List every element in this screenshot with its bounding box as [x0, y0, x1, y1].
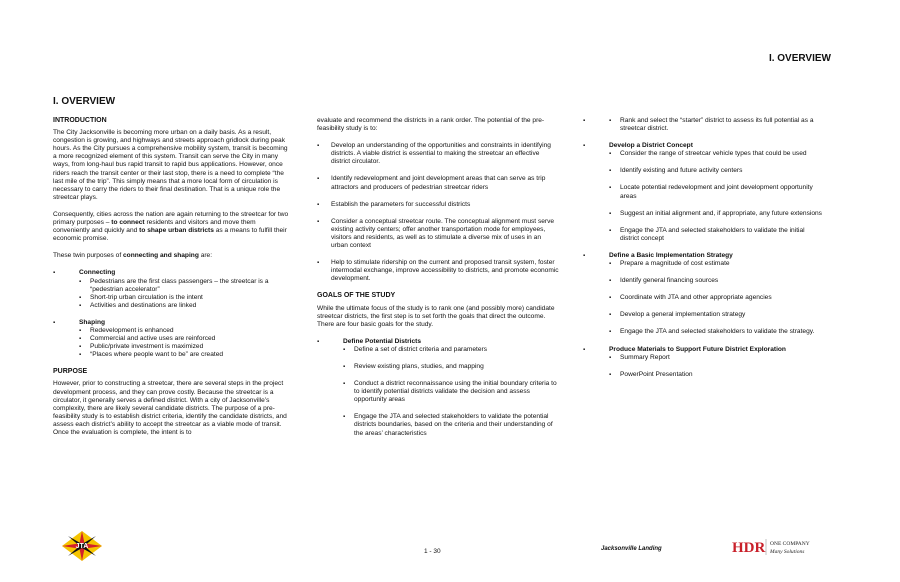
- list-item: ▪ Identify redevelopment and joint development areas that can serve as trip attractors and producers of pedestrian streetcar riders: [317, 175, 559, 191]
- list-item: ▪ Activities and destinations are linked: [79, 302, 293, 310]
- list-item: ▪ Suggest an initial alignment and, if appropriate, any future extensions: [609, 210, 823, 218]
- goals-heading: GOALS OF THE STUDY: [317, 292, 396, 300]
- goal-label: ▪ Define Potential Districts: [343, 337, 422, 345]
- intro-paragraph-2: [53, 211, 293, 243]
- list-item: ▪ Develop a general implementation strategy: [609, 311, 823, 319]
- jta-logo-icon: [62, 531, 102, 561]
- goal-define-districts: [317, 338, 559, 438]
- introduction-heading: INTRODUCTION: [53, 117, 107, 124]
- list-item: ▪ PowerPoint Presentation: [609, 371, 823, 379]
- list-item-continued: [583, 117, 823, 133]
- project-name: Jacksonville Landing: [601, 546, 662, 552]
- purpose-heading: PURPOSE: [53, 368, 88, 376]
- list-item: ▪ Pedestrians are the first class passengers – the streetcar is a “pedestrian accelerator”: [79, 278, 293, 294]
- text-run-bold: connecting and shaping: [123, 252, 199, 260]
- goal-label: ▪ Develop a District Concept: [609, 142, 693, 150]
- list-item: ▪ Review existing plans, studies, and mapping: [343, 363, 559, 371]
- shaping-sublist: [79, 327, 293, 359]
- list-item: ▪ Develop an understanding of the opportunities and constraints in identifying districts. A viable district is essential to making the streetcar an effective district circulator.: [317, 142, 559, 166]
- hdr-tagline-1: ONE COMPANY: [770, 541, 810, 547]
- twin-purposes-list: [53, 269, 293, 359]
- list-item: ▪ Help to stimulate ridership on the current and proposed transit system, foster intermodal exchange, improve accessibility to districts, and promote economic development.: [317, 259, 559, 283]
- list-item: ▪ Public/private investment is maximized: [79, 343, 293, 351]
- list-item: ▪ Prepare a magnitude of cost estimate: [609, 260, 823, 268]
- section-title: I. OVERVIEW: [53, 96, 116, 107]
- potential-list: [317, 142, 559, 283]
- text-run-bold: to connect: [111, 219, 145, 227]
- goal-sublist: [343, 346, 559, 438]
- hdr-logo: [732, 537, 842, 557]
- list-item: ▪ Identify existing and future activity centers: [609, 167, 823, 175]
- list-item: ▪ Summary Report: [609, 354, 823, 362]
- shaping-label: ▪ Shaping: [79, 318, 106, 326]
- connecting-sublist: [79, 278, 293, 310]
- list-item: ▪ Establish the parameters for successful districts: [317, 201, 559, 209]
- list-item: ▪ Short-trip urban circulation is the intent: [79, 294, 293, 302]
- list-item: ▪ Locate potential redevelopment and joint development opportunity areas: [609, 184, 823, 200]
- goals-paragraph: While the ultimate focus of the study is to rank one (and possibly more) candidate streetcar districts, the first step is to set forth the goals that direct the outcome. There are four basic goals for the study.: [317, 304, 555, 328]
- twin-purposes-paragraph: [53, 252, 293, 260]
- hdr-logo-text: HDR: [732, 540, 766, 556]
- hdr-logo-icon: [732, 537, 842, 557]
- list-item: ▪ Commercial and active uses are reinforced: [79, 335, 293, 343]
- purpose-paragraph: However, prior to constructing a streetcar, there are several steps in the project development process, and they can prove costly. Because the streetcar is a circulator, it generally serves a defined district. With a city of Jacksonville’s complexity, there are likely several candidate districts. The purpose of a pre-feasibility study is to establish district criteria, identify the candidate districts, and assess each district’s ability to accept the streetcar as a viable mode of transit. Once the evaluation is complete, the intent is to: [53, 380, 287, 436]
- goals-list-continued: [583, 117, 823, 379]
- column-3: [583, 117, 823, 388]
- list-item: ▪ Consider the range of streetcar vehicle types that could be used: [609, 150, 823, 158]
- connecting-label: ▪ Connecting: [79, 269, 116, 277]
- text-run: residents and visitors and move them conveniently and quickly and: [53, 219, 256, 235]
- intro-paragraph-1: The City Jacksonville is becoming more urban on a daily basis. As a result, congestion is growing, and highways and streets approach gridlock during peak hours. As the City pursues a comprehensive mobility system, transit is becoming a more recognized element of this system. Transit can serve the City in many ways, from long-haul bus rapid transit to rapid bus applications. However, once riders reach the transit center or their last stop, there is a need to complete “the last mile of the trip”. This simply means that a more local form of circulation is necessary to carry the riders to their final destination. That is a unique role the streetcar plays.: [53, 129, 288, 201]
- goal-sublist: [609, 260, 823, 336]
- text-run: are:: [198, 252, 213, 260]
- list-item: ▪ Identify general financing sources: [609, 277, 823, 285]
- goal-implementation-strategy: [583, 252, 823, 337]
- text-run: Consequently, cities across the nation are again returning to the streetcar for two primary purposes –: [53, 210, 289, 227]
- list-item: ▪ Engage the JTA and selected stakeholders to validate the potential districts boundaries, based on the criteria and their understanding of the areas’ characteristics: [343, 413, 559, 437]
- page-number: 1 - 30: [424, 548, 441, 555]
- text-run-bold: to shape urban districts: [139, 227, 214, 235]
- column-1: [53, 117, 293, 446]
- list-item: ▪ Coordinate with JTA and other appropriate agencies: [609, 294, 823, 302]
- column-2: [317, 117, 559, 447]
- goal-district-concept: [583, 142, 823, 243]
- goals-list-1: [317, 338, 559, 438]
- continued-paragraph: evaluate and recommend the districts in a rank order. The potential of the pre-feasibility study is to:: [317, 117, 545, 133]
- jta-logo-text: JTA: [75, 543, 89, 550]
- list-item: ▪ Consider a conceptual streetcar route. The conceptual alignment must serve existing activity centers; offer another transportation mode for employees, visitors and residents, as well as to stimulate a diverse mix of uses in an urban context: [317, 218, 559, 250]
- list-item: ▪ Define a set of district criteria and parameters: [343, 346, 559, 354]
- list-item: ▪ Engage the JTA and selected stakeholders to validate the initial district concept: [609, 227, 823, 243]
- goal-label: ▪ Define a Basic Implementation Strategy: [609, 251, 733, 259]
- list-item: ▪ Engage the JTA and selected stakeholders to validate the strategy.: [609, 328, 823, 336]
- goal-sublist: [609, 354, 823, 379]
- text-run: These twin purposes of: [53, 252, 124, 260]
- list-item: ▪ ▪ Rank and select the “starter” district to assess its full potential as a streetcar district.: [609, 117, 823, 133]
- jta-logo: [62, 531, 102, 561]
- list-item: ▪ Conduct a district reconnaissance using the initial boundary criteria to to identify potential districts validate the decision and assess opportunity areas: [343, 380, 559, 404]
- text-run: as a means to fulfill their economic promise.: [53, 227, 287, 243]
- goal-sublist: [609, 150, 823, 243]
- goal-label: ▪ Produce Materials to Support Future District Exploration: [609, 345, 786, 353]
- list-item: ▪ Redevelopment is enhanced: [79, 327, 293, 335]
- goal-produce-materials: [583, 346, 823, 379]
- page-header-title: I. OVERVIEW: [768, 53, 831, 64]
- goal-sublist: [583, 117, 823, 133]
- list-item-shaping: [53, 319, 293, 359]
- list-item-connecting: [53, 269, 293, 309]
- list-item: ▪ “Places where people want to be” are created: [79, 351, 293, 359]
- hdr-tagline-2: Many Solutions: [770, 549, 805, 555]
